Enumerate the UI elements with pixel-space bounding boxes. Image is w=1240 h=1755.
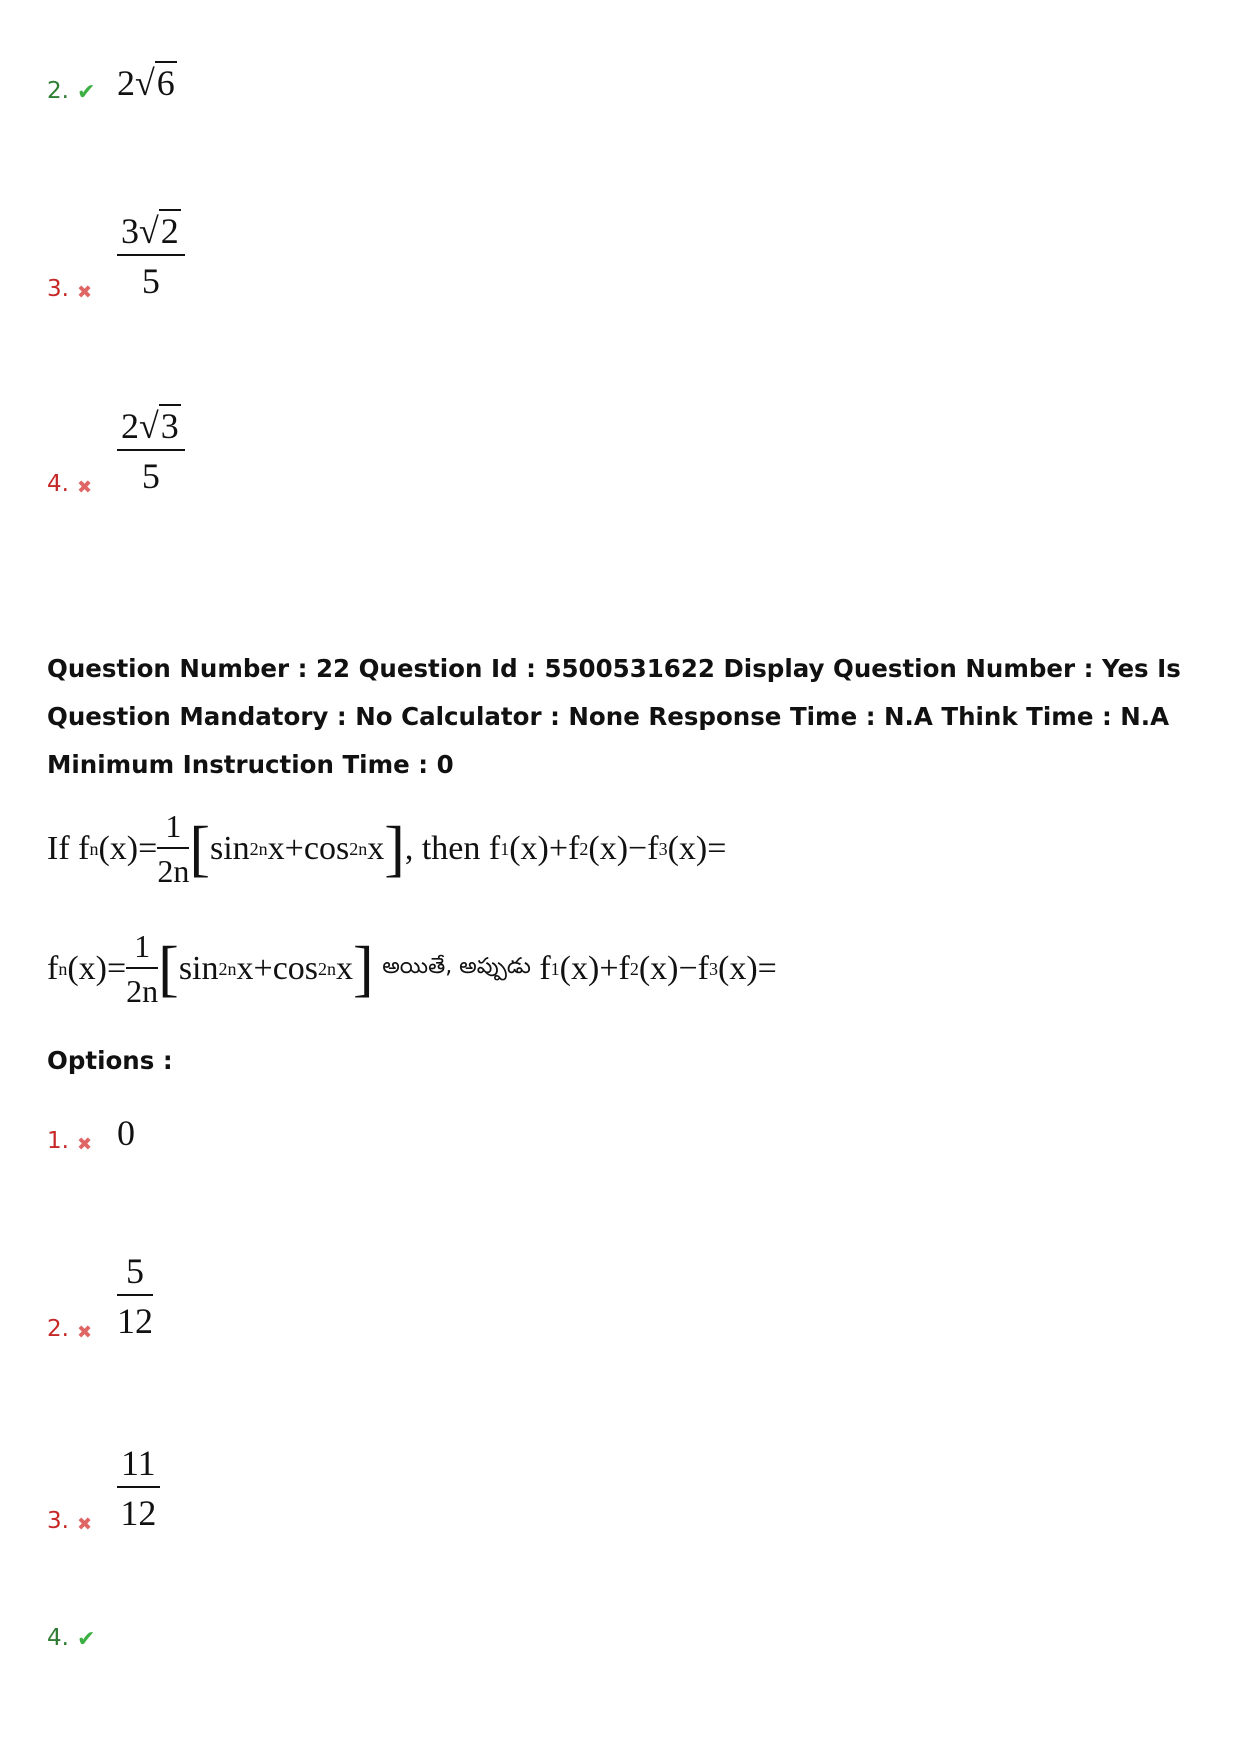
option-2-prev	[47, 62, 177, 104]
eq: =	[106, 950, 127, 987]
sub: 3	[658, 838, 668, 859]
option-2	[47, 1250, 153, 1342]
denominator: 12	[117, 1301, 153, 1341]
option-number: 3.	[47, 276, 69, 302]
option-3-prev	[47, 210, 185, 302]
fraction	[126, 928, 158, 1010]
exp: 2n	[218, 958, 237, 979]
arg: (x)	[588, 830, 629, 867]
option-4	[47, 1625, 117, 1651]
arg: (x)	[559, 950, 600, 987]
radicand: 2	[160, 211, 179, 251]
cos: cos	[303, 830, 350, 867]
option-number: 1.	[47, 1128, 69, 1154]
wrong-cross-icon: ✖	[77, 282, 93, 303]
minus: −	[678, 950, 698, 987]
eq: =	[707, 830, 727, 867]
f: f	[47, 950, 59, 987]
f: f	[568, 830, 580, 867]
denominator: 12	[120, 1493, 157, 1533]
minus: −	[628, 830, 648, 867]
numerator: 5	[126, 1251, 144, 1291]
arg: (x)	[67, 950, 107, 987]
option-value: 0	[117, 1113, 135, 1153]
sqrt: √2	[139, 211, 179, 251]
option-math	[117, 62, 177, 104]
exp: 2n	[249, 838, 268, 859]
sub: 1	[550, 958, 560, 979]
sub: 2	[579, 838, 589, 859]
wrong-cross-icon: ✖	[77, 1322, 93, 1343]
fraction	[117, 1442, 160, 1534]
f: f	[618, 950, 630, 987]
correct-check-icon: ✔	[77, 1627, 96, 1652]
plus: +	[253, 950, 273, 987]
denominator: 2n	[157, 853, 190, 889]
arg: (x)	[718, 950, 758, 987]
cos: cos	[272, 950, 319, 987]
sqrt: √6	[135, 63, 175, 103]
x: x	[367, 830, 385, 867]
option-number: 2.	[47, 1316, 69, 1342]
correct-check-icon: ✔	[77, 80, 96, 105]
options-label: Options :	[47, 1046, 173, 1075]
eq: =	[138, 830, 158, 867]
wrong-cross-icon: ✖	[77, 1134, 93, 1155]
f: f	[488, 830, 501, 867]
option-3	[47, 1442, 160, 1534]
exp: 2n	[349, 838, 368, 859]
coef: 3	[121, 211, 139, 251]
plus: +	[599, 950, 619, 987]
denominator: 5	[141, 261, 160, 301]
radicand: 3	[160, 406, 179, 446]
question-english: If f n (x) = $\frac{1}{2n}$ [ sin 2n x + cos 2n x ] , then f 1 (x) + f 2 (x) − f 3 (x) =	[47, 808, 727, 889]
numerator: 1	[134, 928, 151, 964]
arg: (x)	[638, 950, 679, 987]
denominator: 2n	[126, 973, 159, 1009]
radicand: 6	[156, 63, 175, 103]
wrong-cross-icon: ✖	[77, 477, 93, 498]
plus: +	[284, 830, 304, 867]
denominator: 5	[141, 456, 160, 496]
f: f	[78, 830, 90, 867]
numerator: 1	[165, 808, 182, 844]
arg: (x)	[98, 830, 139, 867]
sub: 2	[629, 958, 639, 979]
option-4-prev	[47, 405, 185, 497]
fraction	[117, 405, 185, 497]
coef: 2	[121, 406, 139, 446]
x: x	[236, 950, 254, 987]
option-number: 4.	[47, 1625, 69, 1651]
sub: n	[89, 838, 99, 859]
f: f	[647, 830, 659, 867]
fraction	[117, 210, 185, 302]
telugu-if-then: అయితే, అప్పుడు	[382, 954, 531, 979]
fraction	[117, 1250, 153, 1342]
sin: sin	[209, 830, 250, 867]
numerator: 11	[121, 1443, 156, 1483]
sub: n	[58, 958, 68, 979]
question-metadata: Question Number : 22 Question Id : 5500531622 Display Question Number : Yes Is Question Mandatory : No Calculator : None Response Time : N.A Think Time : N.A Minimum Instruction Time : 0	[47, 654, 1181, 779]
coef: 2	[117, 63, 135, 103]
wrong-cross-icon: ✖	[77, 1514, 93, 1535]
then-word: , then	[404, 830, 481, 867]
fraction	[157, 808, 189, 890]
f: f	[539, 950, 551, 987]
sub: 3	[709, 958, 718, 979]
eq: =	[757, 950, 777, 987]
plus: +	[548, 830, 569, 867]
sin: sin	[178, 950, 219, 987]
if-word: If	[47, 830, 70, 867]
sub: 1	[500, 838, 510, 859]
option-number: 3.	[47, 1508, 69, 1534]
exp: 2n	[318, 958, 337, 979]
option-number: 2.	[47, 78, 69, 104]
sqrt: √3	[139, 406, 179, 446]
option-1	[47, 1113, 135, 1155]
f: f	[697, 950, 709, 987]
x: x	[336, 950, 354, 987]
arg: (x)	[667, 830, 708, 867]
question-telugu: f n (x) = $\frac{1}{2n}$ [ sin 2n x + cos 2n x ] అయితే, అప్పుడు f 1 (x) + f 2 (x) − f 3 (x) =	[47, 928, 777, 1009]
arg: (x)	[509, 830, 549, 867]
x: x	[267, 830, 285, 867]
option-number: 4.	[47, 471, 69, 497]
